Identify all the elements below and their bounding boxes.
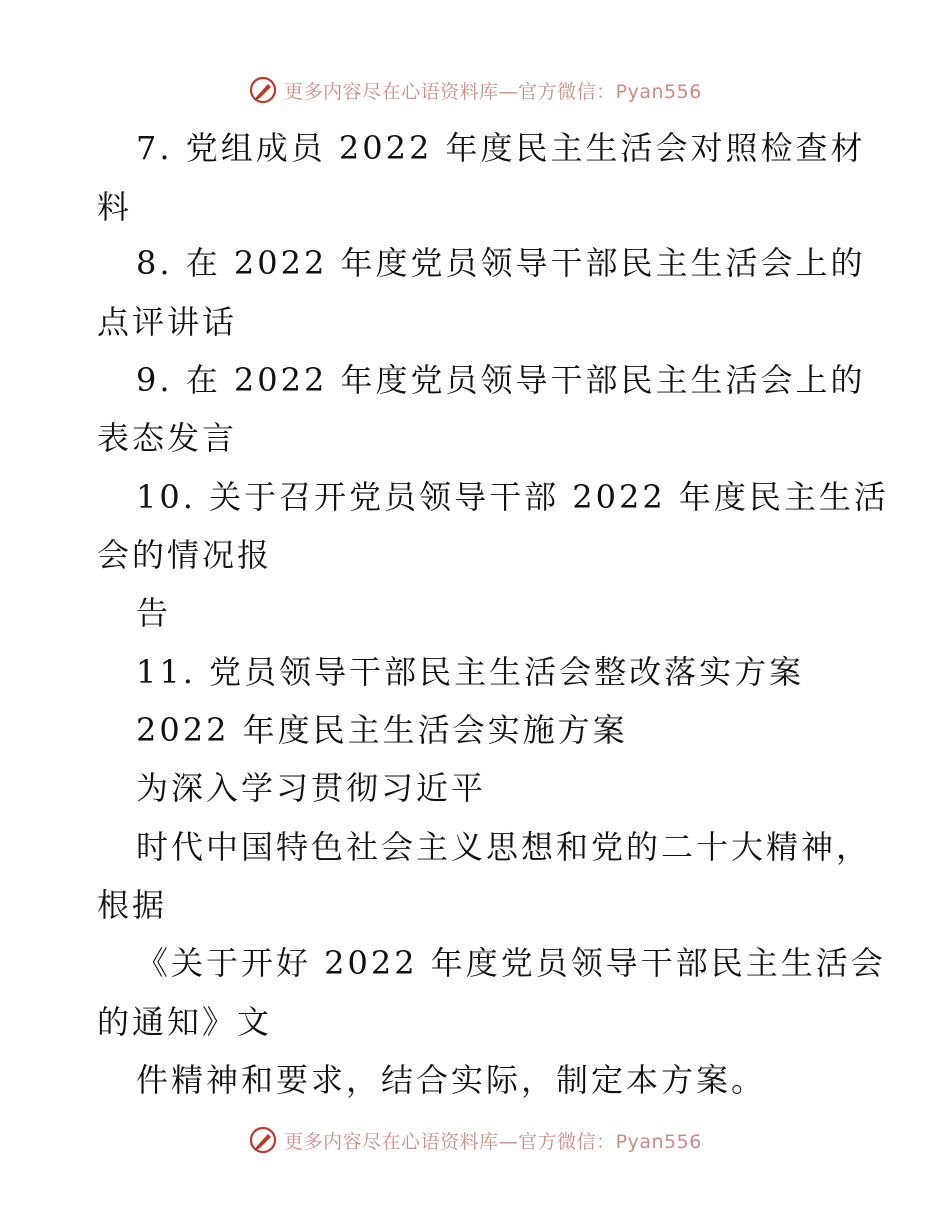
watermark-header — [0, 72, 950, 108]
text-line: 2022 年度民主生活会实施方案 — [136, 711, 628, 749]
text-line: 8. 在 2022 年度党员领导干部民主生活会上的 — [136, 244, 866, 282]
text-line: 9. 在 2022 年度党员领导干部民主生活会上的 — [136, 361, 866, 399]
watermark-text: 更多内容尽在心语资料库—官方微信：Pyan556 — [284, 1130, 702, 1153]
text-line: 时代中国特色社会主义思想和党的二十大精神， — [136, 828, 872, 866]
text-line: 料 — [97, 188, 133, 226]
text-line: 告 — [136, 594, 172, 632]
text-line: 为深入学习贯彻习近平 — [136, 769, 487, 807]
text-line: 根据 — [97, 886, 168, 924]
text-line: 表态发言 — [97, 419, 238, 457]
pen-logo-icon — [248, 75, 278, 105]
watermark-text: 更多内容尽在心语资料库—官方微信：Pyan556 — [284, 80, 702, 103]
text-line: 件精神和要求，结合实际，制定本方案。 — [136, 1061, 767, 1099]
pen-logo-icon — [248, 1125, 278, 1155]
text-line: 11. 党员领导干部民主生活会整改落实方案 — [136, 653, 805, 691]
text-line: 10. 关于召开党员领导干部 2022 年度民主生活 — [136, 478, 889, 516]
text-line: 的通知》文 — [97, 1003, 273, 1041]
text-line: 点评讲话 — [97, 303, 238, 341]
text-line: 会的情况报 — [97, 536, 273, 574]
watermark-footer — [0, 1122, 950, 1158]
text-line: 7. 党组成员 2022 年度民主生活会对照检查材 — [136, 129, 866, 167]
text-line: 《关于开好 2022 年度党员领导干部民主生活会 — [136, 944, 886, 982]
